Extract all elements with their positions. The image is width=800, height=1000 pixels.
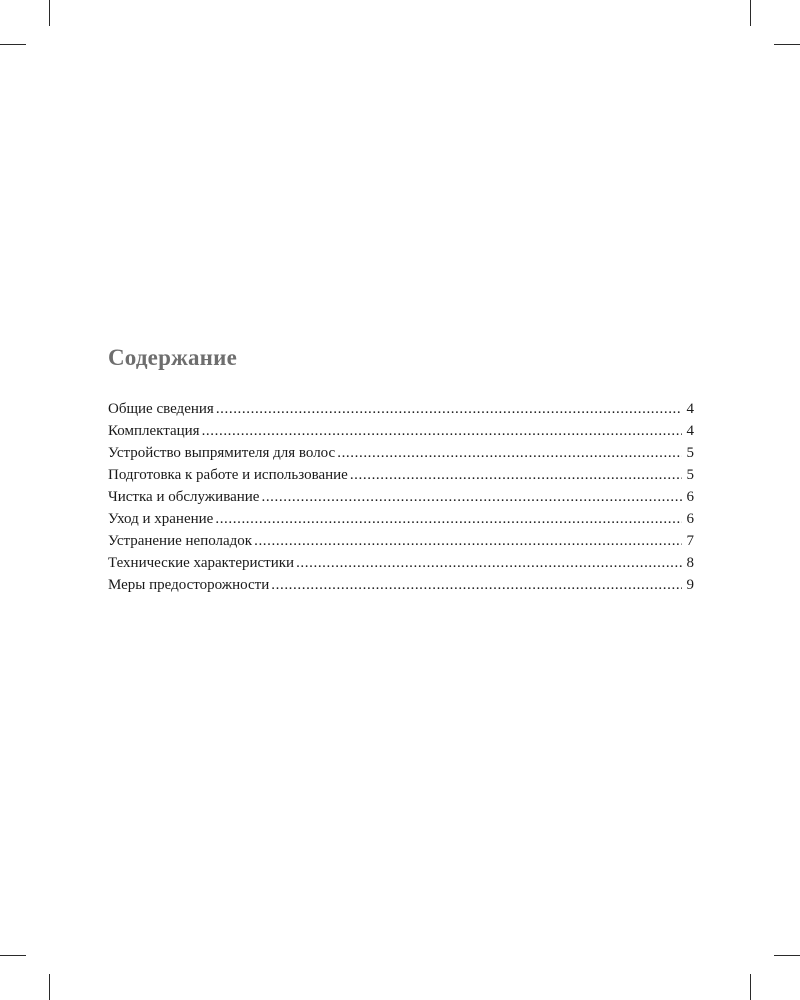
toc-page-number: 5 (686, 445, 694, 461)
crop-mark-top-right-horizontal (774, 44, 800, 45)
toc-dot-leader (350, 464, 682, 486)
toc-entry[interactable] (108, 574, 694, 596)
toc-dot-leader (215, 508, 682, 530)
toc-entry[interactable] (108, 552, 694, 574)
toc-page-number: 5 (686, 467, 694, 483)
toc-entry[interactable] (108, 420, 694, 442)
toc-dot-leader (337, 442, 682, 464)
crop-mark-top-left-horizontal (0, 44, 26, 45)
crop-mark-bottom-left-vertical (49, 974, 50, 1000)
toc-dot-leader (202, 420, 682, 442)
toc-entry-label: Меры предосторожности (108, 577, 270, 593)
toc-page-number: 6 (686, 511, 694, 527)
toc-entry-label: Общие сведения (108, 401, 214, 417)
table-of-contents (108, 340, 694, 596)
crop-mark-bottom-left-horizontal (0, 955, 26, 956)
toc-dot-leader (216, 398, 682, 420)
toc-dot-leader (261, 486, 682, 508)
toc-entry[interactable] (108, 442, 694, 464)
toc-list (108, 398, 694, 596)
toc-page-number: 9 (686, 577, 694, 593)
toc-entry-label: Технические характеристики (108, 555, 295, 571)
toc-page-number: 4 (686, 401, 694, 417)
toc-entry-label: Уход и хранение (108, 511, 214, 527)
crop-mark-top-left-vertical (49, 0, 50, 26)
toc-entry-label: Чистка и обслуживание (108, 489, 260, 505)
crop-mark-bottom-right-vertical (750, 974, 751, 1000)
crop-mark-top-right-vertical (750, 0, 751, 26)
toc-page-number: 8 (686, 555, 694, 571)
toc-dot-leader (254, 530, 682, 552)
toc-page-number: 6 (686, 489, 694, 505)
toc-entry-label: Устройство выпрямителя для волос (108, 445, 336, 461)
toc-entry[interactable] (108, 464, 694, 486)
toc-page-number: 7 (686, 533, 694, 549)
toc-title: Содержание (108, 345, 237, 370)
toc-entry[interactable] (108, 398, 694, 420)
toc-dot-leader (271, 574, 682, 596)
toc-entry-label: Подготовка к работе и использование (108, 467, 348, 483)
toc-entry-label: Устранение неполадок (108, 533, 253, 549)
toc-entry[interactable] (108, 508, 694, 530)
toc-entry-label: Комплектация (108, 423, 200, 439)
toc-entry[interactable] (108, 530, 694, 552)
crop-mark-bottom-right-horizontal (774, 955, 800, 956)
toc-page-number: 4 (686, 423, 694, 439)
toc-dot-leader (296, 552, 682, 574)
toc-entry[interactable] (108, 486, 694, 508)
